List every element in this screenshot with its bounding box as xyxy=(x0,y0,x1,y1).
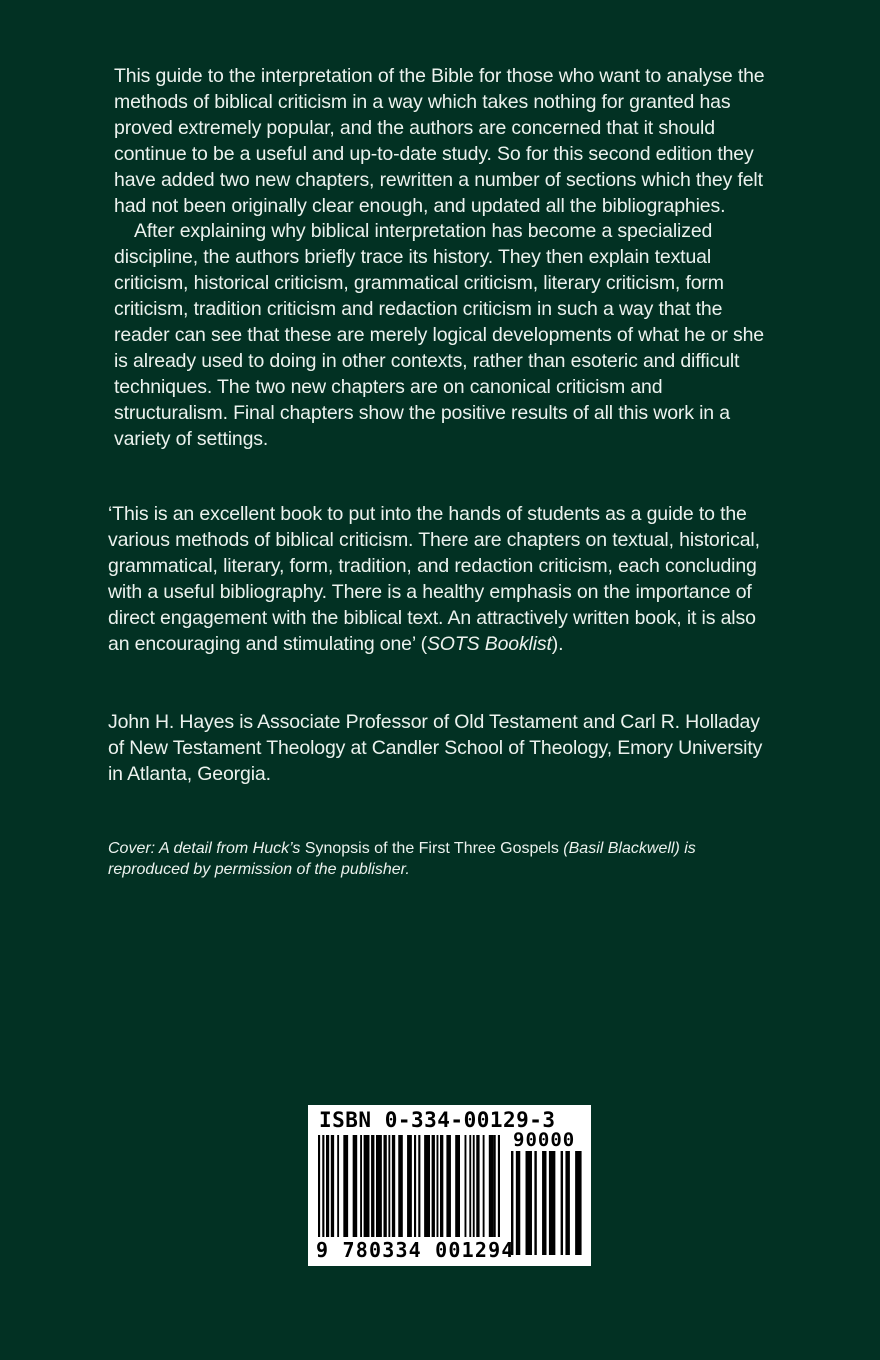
barcode-bar xyxy=(494,1135,496,1237)
review-quote xyxy=(108,502,768,657)
barcode-bar xyxy=(498,1135,500,1237)
price-barcode-bar xyxy=(542,1151,546,1255)
cover-credit-book-title: Synopsis of the First Three Gospels xyxy=(304,840,559,857)
barcode-bar xyxy=(383,1135,386,1237)
barcode-bar xyxy=(326,1135,329,1237)
price-barcode-bar xyxy=(561,1151,563,1255)
barcode-bar xyxy=(465,1135,467,1237)
price-code: 90000 xyxy=(513,1129,576,1151)
blurb-paragraph-2: After explaining why biblical interpretation has become a specialized discipline, the authors briefly trace its history. They then explain textual criticism, historical criticism, grammatical criticism, literary criticism, form criticism, tradition criticism and redaction criticism in such a way that the reader can see that these are merely logical developments of what he or she is already used to doing in other contexts, rather than esoteric and difficult techniques. The two new chapters are on canonical criticism and structuralism. Final chapters show the positive results of all this work in a variety of settings. xyxy=(114,220,764,450)
blurb-text xyxy=(114,64,774,453)
barcode-bar xyxy=(476,1135,479,1237)
barcode-bar xyxy=(376,1135,382,1237)
barcode-bar xyxy=(322,1135,324,1237)
review-source: SOTS Booklist xyxy=(426,632,552,655)
cover-credit-part-1: Cover: A detail from Huck’s xyxy=(108,840,305,857)
blurb-paragraph-1: This guide to the interpretation of the Bible for those who want to analyse the methods of biblical criticism in a way which takes nothing for granted has proved extremely popular, and the authors are concerned that it should continue to be a useful and up-to-date study. So for this second edition they have added two new chapters, rewritten a number of sections which they felt had not been originally clear enough, and updated all the bibliographies. xyxy=(114,65,765,217)
barcode-bar xyxy=(371,1135,374,1237)
barcode-bar xyxy=(398,1135,403,1237)
price-barcode-bar xyxy=(534,1151,536,1255)
barcode-bar xyxy=(318,1135,320,1237)
barcode-bar xyxy=(473,1135,475,1237)
barcode-bar xyxy=(437,1135,439,1237)
isbn-barcode xyxy=(308,1105,591,1266)
ean-digits: 9 780334 001294 xyxy=(316,1238,515,1262)
barcode-bar xyxy=(353,1135,358,1237)
barcode-bar xyxy=(337,1135,339,1237)
barcode-bar xyxy=(469,1135,471,1237)
review-closing: ). xyxy=(551,632,564,655)
barcode-bar xyxy=(407,1135,412,1237)
barcode-bar xyxy=(418,1135,420,1237)
barcode-bar xyxy=(360,1135,362,1237)
barcode-bar xyxy=(388,1135,390,1237)
barcode-bar xyxy=(483,1135,485,1237)
barcode-bar xyxy=(331,1135,334,1237)
price-barcode-bar xyxy=(565,1151,569,1255)
barcode-bar xyxy=(440,1135,443,1237)
barcode-bar xyxy=(455,1135,460,1237)
price-barcode-bar xyxy=(516,1151,520,1255)
review-quote-text: ‘This is an excellent book to put into the hands of students as a guide to the various methods of biblical criticism. There are chapters on textual, historical, grammatical, literary, form, tradition, and redaction criticism, each concluding with a useful bibliography. There is a healthy emphasis on the importance of direct engagement with the biblical text. An attractively written book, it is also an encouraging and stimulating one’ ( xyxy=(108,503,760,655)
cover-credit xyxy=(108,838,768,880)
price-barcode-bar xyxy=(526,1151,532,1255)
barcode-bar xyxy=(424,1135,430,1237)
price-barcode-bar xyxy=(549,1151,555,1255)
barcode-bar xyxy=(432,1135,435,1237)
barcode-bar xyxy=(343,1135,348,1237)
isbn-label: ISBN 0-334-00129-3 xyxy=(319,1108,556,1132)
barcode-bar xyxy=(364,1135,370,1237)
barcode-bar xyxy=(414,1135,416,1237)
cover-credit-part-2: (Basil Blackwell) is reproduced by permission of the publisher. xyxy=(108,840,696,878)
barcode-bar xyxy=(489,1135,494,1237)
barcode-bar xyxy=(446,1135,451,1237)
barcode-bar xyxy=(392,1135,395,1237)
price-barcode-bar xyxy=(575,1151,581,1255)
author-bio: John H. Hayes is Associate Professor of Old Testament and Carl R. Holladay of New Testament Theology at Candler School of Theology, Emory University in Atlanta, Georgia. xyxy=(108,711,763,785)
